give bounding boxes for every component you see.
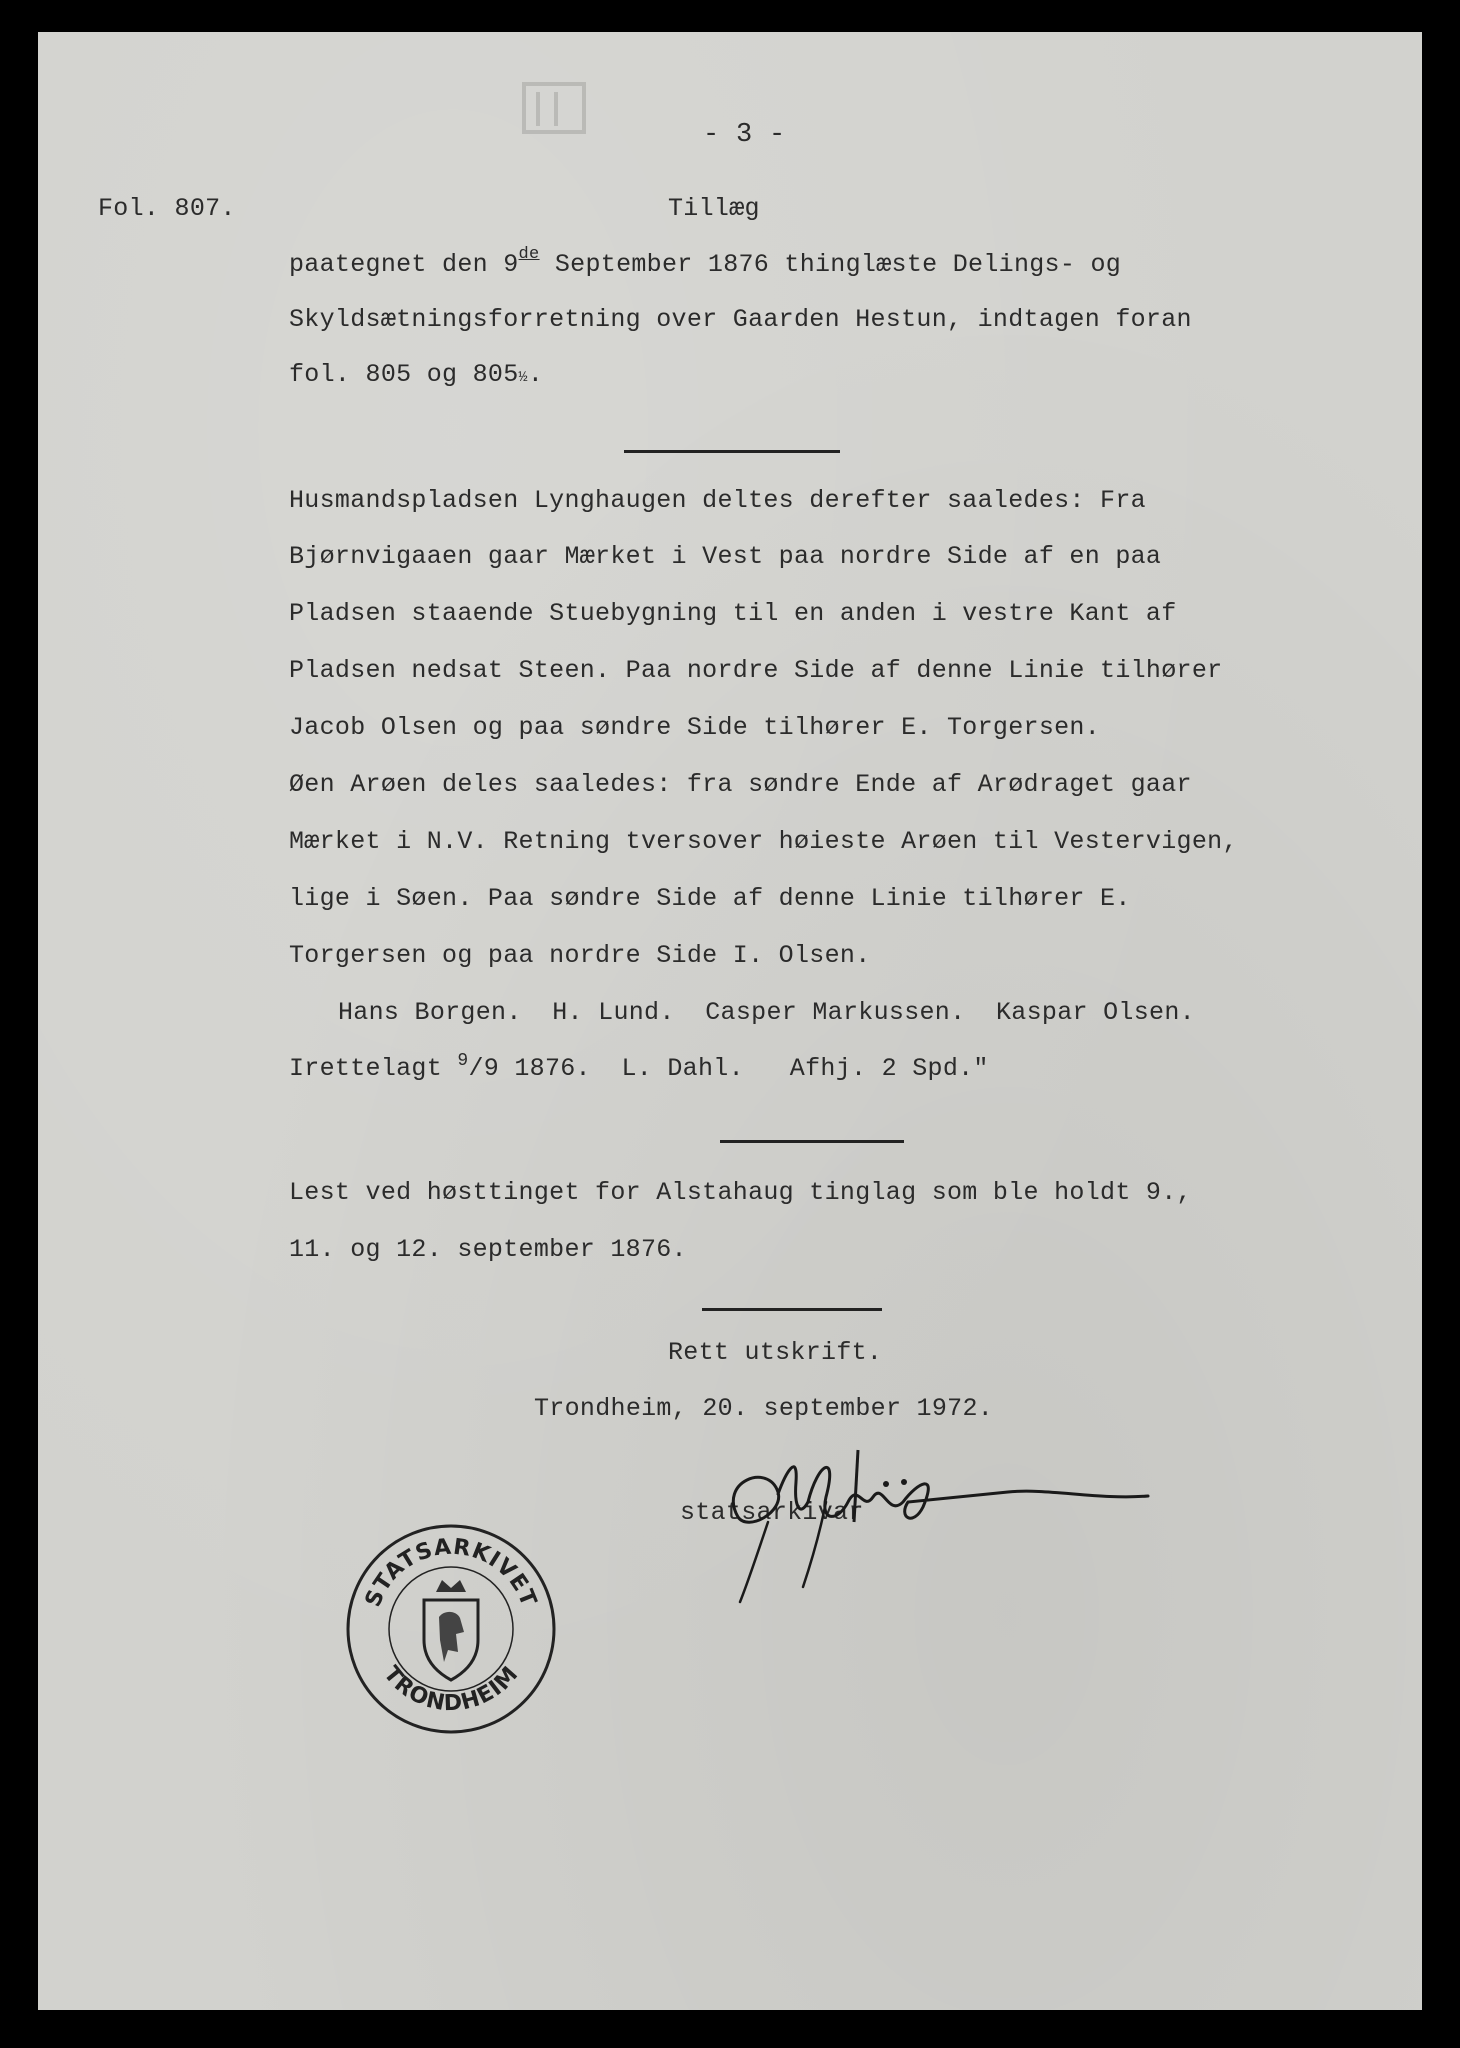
read-note-line-2: 11. og 12. september 1876. (289, 1235, 687, 1264)
superscript-day: 9 (457, 1051, 469, 1071)
body-line-4: Pladsen nedsat Steen. Paa nordre Side af denne Linie tilhører (289, 656, 1223, 685)
handwritten-signature-icon (708, 1422, 1158, 1612)
place-date: Trondheim, 20. september 1972. (534, 1394, 994, 1423)
certification-text: Rett utskrift. (668, 1338, 883, 1367)
superscript-de: de (518, 245, 540, 264)
svg-text:TRONDHEIM (378, 1661, 523, 1716)
body-line-7: Mærket i N.V. Retning tversover høieste Arøen til Vestervigen, (289, 827, 1238, 856)
seal-bottom-text: TRONDHEIM (378, 1661, 524, 1717)
statsarkivet-seal-icon (344, 1522, 558, 1736)
heading: Tillæg (668, 194, 760, 223)
registered-line: Irettelagt $^9$/9 1876. L. Dahl. Afhj. 2 Spd." (289, 1051, 989, 1083)
page-number: - 3 - (703, 120, 786, 150)
body-line-2: Bjørnvigaaen gaar Mærket i Vest paa nordre Side af en paa (289, 542, 1162, 571)
signer-title: statsarkivar (680, 1498, 864, 1527)
document-page (38, 32, 1422, 2010)
intro-line-1: paategnet den 9de September 1876 thinglæste Delings- og (289, 245, 1122, 279)
read-note-line-1: Lest ved høsttinget for Alstahaug tinglag som ble holdt 9., (289, 1178, 1192, 1207)
body-line-3: Pladsen staaende Stuebygning til en anden i vestre Kant af (289, 599, 1177, 628)
signatories-line: Hans Borgen. H. Lund. Casper Markussen. Kaspar Olsen. (338, 998, 1195, 1027)
fraction-half: ½ (518, 369, 528, 386)
body-line-1: Husmandspladsen Lynghaugen deltes derefter saaledes: Fra (289, 486, 1146, 515)
faint-stamp-bleed-icon (516, 78, 596, 138)
intro-line-3: fol. 805 og 805½. (289, 360, 544, 389)
intro-line-2: Skyldsætningsforretning over Gaarden Hestun, indtagen foran (289, 305, 1192, 334)
body-line-6: Øen Arøen deles saaledes: fra søndre Ende af Arødraget gaar (289, 770, 1192, 799)
body-line-8: lige i Søen. Paa søndre Side af denne Linie tilhører E. (289, 884, 1131, 913)
body-line-5: Jacob Olsen og paa søndre Side tilhører E. Torgersen. (289, 713, 1101, 742)
divider-3 (702, 1308, 882, 1311)
folio-reference: Fol. 807. (98, 194, 236, 223)
divider-1 (624, 450, 840, 453)
divider-2 (720, 1140, 904, 1143)
body-line-9: Torgersen og paa nordre Side I. Olsen. (289, 941, 871, 970)
seal-top-text: STATSARKIVET (360, 1534, 542, 1611)
